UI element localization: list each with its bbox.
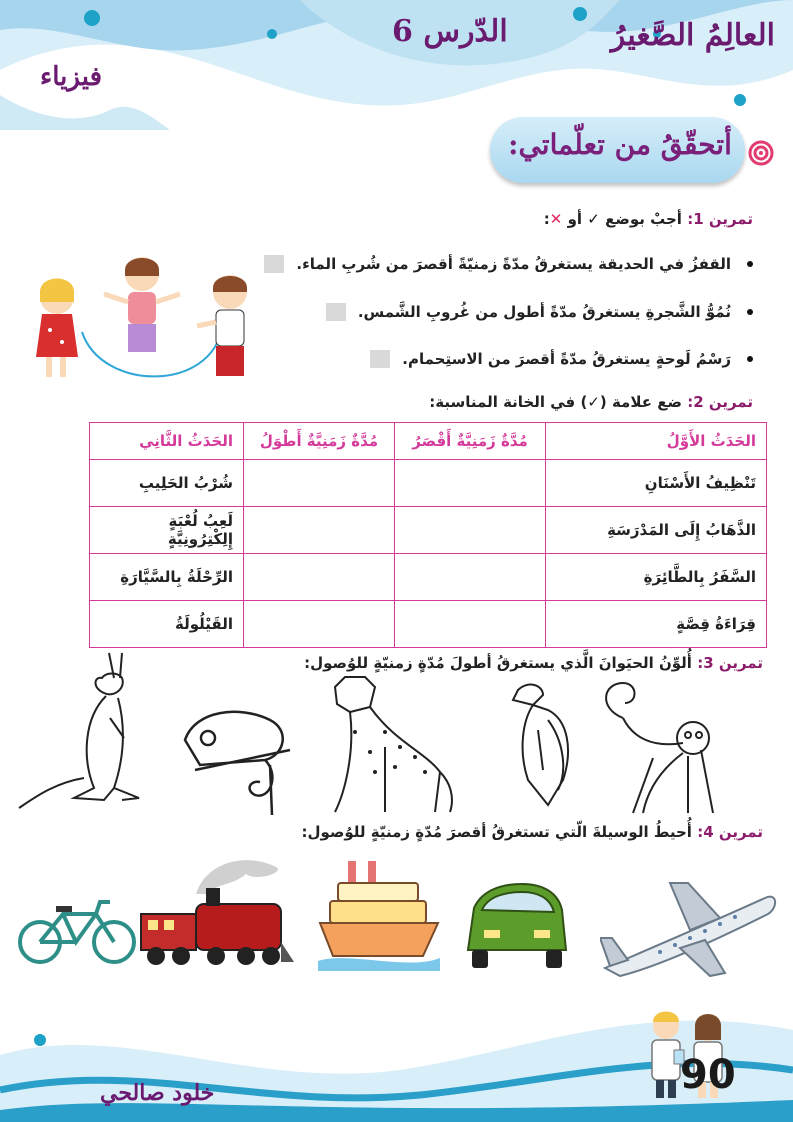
ex4-title — [301, 823, 763, 841]
ex4-instruction: أُحيطُ الوسيلةَ الّتي تستغرقُ أقصرَ مُدّةٍ زمنيّةٍ للوُصول: — [301, 823, 692, 841]
longer-cell[interactable] — [244, 507, 395, 554]
longer-cell[interactable] — [244, 460, 395, 507]
ex1-instruction: أجبْ بوضع — [605, 210, 682, 228]
ex3-title — [304, 654, 763, 672]
ex1-item — [326, 303, 753, 321]
table-row — [90, 507, 767, 554]
ex1-label: تمرين 1: — [687, 210, 753, 228]
series-title: العالِمُ الصَّغيرُ — [610, 18, 775, 53]
header-shorter: مُدَّةٌ زَمَنِيَّةٌ أَقْصَرُ — [395, 423, 546, 460]
ex1-item-text: رَسْمُ لَوحةٍ يستغرقُ مدّةً أقصرَ من الاستِحمام. — [402, 350, 731, 368]
header-first-event: الحَدَثُ الأَوَّلُ — [546, 423, 767, 460]
answer-box[interactable] — [326, 303, 346, 321]
shorter-cell[interactable] — [395, 460, 546, 507]
bullet-icon — [747, 309, 753, 315]
header-second-event: الحَدَثُ الثَّانِي — [90, 423, 244, 460]
bullet-icon — [747, 356, 753, 362]
shorter-cell[interactable] — [395, 554, 546, 601]
airplane-icon[interactable] — [600, 878, 778, 978]
ex3-label: تمرين 3: — [697, 654, 763, 672]
ex4-label: تمرين 4: — [697, 823, 763, 841]
second-event-cell: شُرْبُ الحَلِيبِ — [90, 460, 244, 507]
ex1-title — [544, 210, 753, 228]
second-event-cell: لَعِبُ لُعْبَةٍ إِلِكْتِرُونِيَّةٍ — [90, 507, 244, 554]
cheetah-icon[interactable] — [325, 672, 465, 822]
monkey-icon[interactable] — [593, 678, 728, 818]
chameleon-icon[interactable] — [180, 680, 300, 820]
first-event-cell: الذَّهَابُ إِلَى المَدْرَسَةِ — [546, 507, 767, 554]
section-banner-title: أتحقّقُ من تعلّماتي: — [508, 128, 732, 161]
first-event-cell: السَّفَرُ بِالطَّائِرَةِ — [546, 554, 767, 601]
table-row — [90, 460, 767, 507]
second-event-cell: الرِّحْلَةُ بِالسَّيَّارَةِ — [90, 554, 244, 601]
ex2-label: تمرين 2: — [687, 393, 753, 411]
car-icon[interactable] — [462, 880, 572, 972]
shorter-cell[interactable] — [395, 601, 546, 648]
bullet-icon — [747, 261, 753, 267]
vulture-icon[interactable] — [498, 680, 593, 810]
table-row — [90, 554, 767, 601]
shorter-cell[interactable] — [395, 507, 546, 554]
longer-cell[interactable] — [244, 554, 395, 601]
ex3-instruction: أُلوِّنُ الحيَوانَ الَّذي يستغرقُ أطولَ مُدّةٍ زمنيّةٍ للوُصول: — [304, 654, 692, 672]
check-icon: ✓ — [587, 210, 600, 228]
kangaroo-icon[interactable] — [14, 648, 164, 818]
header-longer: مُدَّةٌ زَمَنِيَّةٌ أَطْوَلُ — [244, 423, 395, 460]
ex2-instruction: ضع علامة (✓) في الخانة المناسبة: — [429, 393, 682, 411]
first-event-cell: تَنْظِيفُ الأَسْنَانِ — [546, 460, 767, 507]
lesson-title: الدّرس 6 — [392, 14, 508, 49]
table-row — [90, 601, 767, 648]
ex1-item-text: نُمُوُّ الشَّجرةِ يستغرقُ مدّةً أطول من غُروبِ الشَّمس. — [357, 303, 731, 321]
events-table — [89, 422, 767, 648]
ship-icon[interactable] — [318, 856, 440, 971]
cross-icon: ✕ — [549, 210, 563, 228]
second-event-cell: القَيْلُولَةُ — [90, 601, 244, 648]
longer-cell[interactable] — [244, 601, 395, 648]
answer-box[interactable] — [370, 350, 390, 368]
target-icon — [748, 140, 774, 166]
ex1-or: أو — [567, 210, 583, 228]
children-jump-rope-icon — [22, 252, 272, 387]
first-event-cell: قِرَاءَةُ قِصَّةٍ — [546, 601, 767, 648]
train-icon[interactable] — [136, 852, 296, 974]
ex2-title — [429, 393, 753, 411]
ex1-item — [264, 255, 753, 273]
ex1-item — [370, 350, 753, 368]
subject-label: فيزياء — [40, 62, 103, 92]
table-header-row — [90, 423, 767, 460]
author-name: خلود صالحي — [100, 1080, 215, 1106]
page-number: 90 — [680, 1052, 736, 1098]
bicycle-icon[interactable] — [18, 892, 136, 967]
ex1-colon: : — [543, 210, 550, 228]
ex1-item-text: القفزُ في الحديقة يستغرقُ مدّةً زمنيّةً أقصرَ من شُربِ الماء. — [296, 255, 731, 273]
